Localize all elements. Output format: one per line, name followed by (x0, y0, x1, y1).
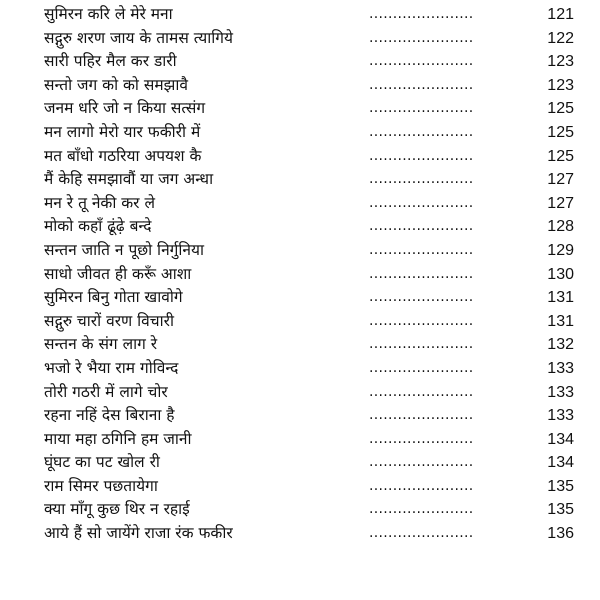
toc-entry-page-number: 136 (547, 525, 574, 543)
toc-entry (44, 451, 574, 475)
toc-entry-page-number: 134 (547, 430, 574, 448)
toc-entry-page-number: 129 (547, 241, 574, 259)
toc-entry-page-number: 135 (547, 501, 574, 519)
toc-leader-dots: ...................... (369, 407, 474, 424)
toc-entry-title: सद्गुरु चारों वरण विचारी (44, 311, 175, 330)
toc-leader-dots: ...................... (369, 336, 474, 353)
toc-entry (44, 239, 574, 263)
toc-entry-page-number: 128 (547, 218, 574, 236)
toc-entry (44, 428, 574, 452)
toc-entry (44, 357, 574, 381)
toc-entry (44, 215, 574, 239)
toc-entry-title: सन्तन के संग लाग रे (44, 335, 158, 354)
toc-entry (44, 121, 574, 145)
toc-entry-page-number: 131 (547, 312, 574, 330)
toc-entry (44, 381, 574, 405)
toc-entry-page-number: 127 (547, 194, 574, 212)
toc-entry (44, 310, 574, 334)
toc-entry-title: भजो रे भैया राम गोविन्द (44, 358, 179, 377)
toc-entry (44, 27, 574, 51)
toc-entry-page-number: 123 (547, 53, 574, 71)
toc-entry-title: सुमिरन करि ले मेरे मना (44, 5, 173, 23)
toc-entry-page-number: 125 (547, 100, 574, 118)
toc-entry (44, 50, 574, 74)
toc-entry-page-number: 127 (547, 171, 574, 189)
toc-entry-page-number: 135 (547, 477, 574, 495)
toc-entry-page-number: 133 (547, 359, 574, 377)
toc-entry-title: राम सिमर पछतायेगा (44, 476, 158, 495)
toc-leader-dots: ...................... (369, 123, 474, 140)
toc-entry-title: मैं केहि समझावौं या जग अन्धा (44, 170, 214, 189)
toc-entry-title: सुमिरन बिनु गोता खावोगे (44, 288, 183, 307)
toc-entry (44, 333, 574, 357)
toc-entry (44, 192, 574, 216)
toc-entry-title: तोरी गठरी में लागे चोर (44, 382, 168, 401)
toc-leader-dots: ...................... (369, 147, 474, 164)
toc-entry-page-number: 125 (547, 123, 574, 141)
toc-leader-dots: ...................... (369, 53, 474, 70)
toc-leader-dots: ...................... (369, 100, 474, 117)
toc-entry-page-number: 133 (547, 383, 574, 401)
toc-entry (44, 286, 574, 310)
toc-entry-page-number: 130 (547, 265, 574, 283)
toc-entry-title: सारी पहिर मैल कर डारी (44, 52, 177, 71)
table-of-contents (44, 3, 574, 546)
toc-entry-page-number: 132 (547, 336, 574, 354)
toc-leader-dots: ...................... (369, 383, 474, 400)
toc-entry-page-number: 122 (547, 29, 574, 47)
toc-entry (44, 74, 574, 98)
toc-entry-title: माया महा ठगिनि हम जानी (44, 429, 192, 448)
toc-leader-dots: ...................... (369, 525, 474, 542)
toc-leader-dots: ...................... (369, 265, 474, 282)
toc-entry-title: मत बाँधो गठरिया अपयश कै (44, 146, 202, 165)
toc-entry-title: क्या माँगू कुछ थिर न रहाई (44, 500, 190, 519)
toc-entry-page-number: 125 (547, 147, 574, 165)
toc-entry-title: रहना नहिं देस बिराना है (44, 406, 175, 425)
toc-leader-dots: ...................... (369, 218, 474, 235)
toc-entry (44, 168, 574, 192)
toc-leader-dots: ...................... (369, 430, 474, 447)
toc-entry (44, 498, 574, 522)
toc-entry-page-number: 121 (547, 6, 574, 23)
toc-entry-page-number: 134 (547, 454, 574, 472)
toc-leader-dots: ...................... (369, 312, 474, 329)
toc-entry (44, 475, 574, 499)
toc-leader-dots: ...................... (369, 359, 474, 376)
toc-leader-dots: ...................... (369, 171, 474, 188)
toc-leader-dots: ...................... (369, 76, 474, 93)
toc-entry-page-number: 123 (547, 76, 574, 94)
toc-leader-dots: ...................... (369, 477, 474, 494)
toc-entry-title: जनम धरि जो न किया सत्संग (44, 99, 206, 118)
toc-entry (44, 97, 574, 121)
toc-leader-dots: ...................... (369, 501, 474, 518)
toc-leader-dots: ...................... (369, 241, 474, 258)
toc-entry-title: सन्तन जाति न पूछो निर्गुनिया (44, 240, 205, 259)
toc-leader-dots: ...................... (369, 29, 474, 46)
toc-leader-dots: ...................... (369, 6, 474, 22)
toc-entry (44, 263, 574, 287)
toc-entry-page-number: 131 (547, 289, 574, 307)
toc-entry-title: मन लागो मेरो यार फकीरी में (44, 122, 201, 141)
toc-entry (44, 404, 574, 428)
toc-leader-dots: ...................... (369, 194, 474, 211)
toc-entry-title: आये हैं सो जायेंगे राजा रंक फकीर (44, 524, 233, 543)
toc-entry-title: मन रे तू नेकी कर ले (44, 193, 155, 212)
toc-entry-title: मोको कहाँ ढूंढ़े बन्दे (44, 217, 152, 236)
toc-entry-page-number: 133 (547, 407, 574, 425)
toc-entry-title: सद्गुरु शरण जाय के तामस त्यागिये (44, 28, 233, 47)
toc-leader-dots: ...................... (369, 454, 474, 471)
toc-leader-dots: ...................... (369, 289, 474, 306)
toc-entry (44, 522, 574, 546)
toc-entry-title: साधो जीवत ही करूँ आशा (44, 264, 192, 283)
toc-entry-title: सन्तो जग को को समझावै (44, 75, 188, 94)
toc-entry (44, 145, 574, 169)
toc-entry-title: घूंघट का पट खोल री (44, 453, 160, 472)
toc-entry (44, 3, 574, 27)
